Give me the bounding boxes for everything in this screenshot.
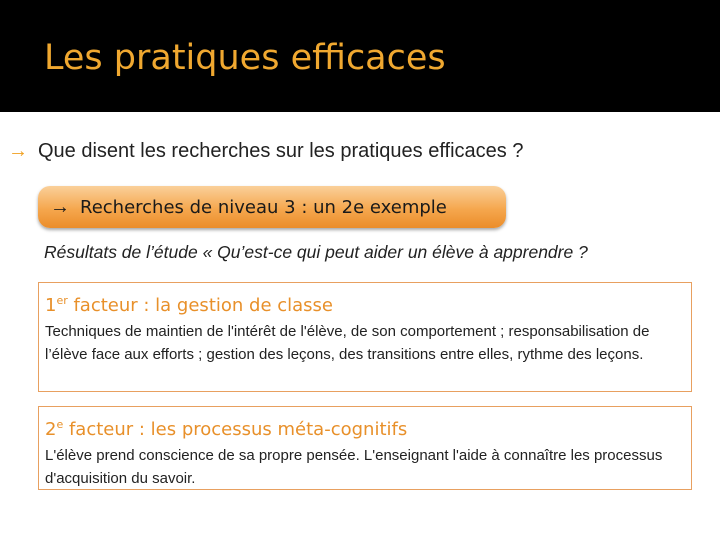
factor-box-2 xyxy=(38,406,692,490)
arrow-right-icon: → xyxy=(8,139,28,162)
factor-title xyxy=(45,289,685,318)
factor-ordinal: er xyxy=(56,294,68,307)
factor-title xyxy=(45,413,685,442)
factor-ordinal: e xyxy=(56,418,64,431)
factor-number: 2 xyxy=(45,419,57,440)
factor-body: L'élève prend conscience de sa propre pensée. L'enseignant l'aide à connaître les processus d'acquisition du savoir. xyxy=(45,447,663,487)
bullet-text: Que disent les recherches sur les pratiques efficaces ? xyxy=(38,139,524,162)
title-bar xyxy=(0,0,720,112)
factor-title-text: facteur : les processus méta-cognitifs xyxy=(63,419,408,440)
main-bullet xyxy=(8,136,523,166)
factor-box-1 xyxy=(38,282,692,392)
subheading-text: Recherches de niveau 3 : un 2e exemple xyxy=(80,196,447,218)
factor-number: 1 xyxy=(45,295,57,316)
factor-body: Techniques de maintien de l'intérêt de l'élève, de son comportement ; responsabilisation de l’élève face aux efforts ; gestion des leçons, des transitions entre elles, rythme des leçons. xyxy=(45,323,650,363)
factor-title-text: facteur : la gestion de classe xyxy=(67,295,333,316)
results-line: Résultats de l’étude « Qu’est-ce qui peut aider un élève à apprendre ? xyxy=(44,242,588,262)
arrow-right-icon: → xyxy=(50,195,70,218)
slide-title: Les pratiques efficaces xyxy=(44,38,446,78)
subheading-pill xyxy=(38,186,506,228)
